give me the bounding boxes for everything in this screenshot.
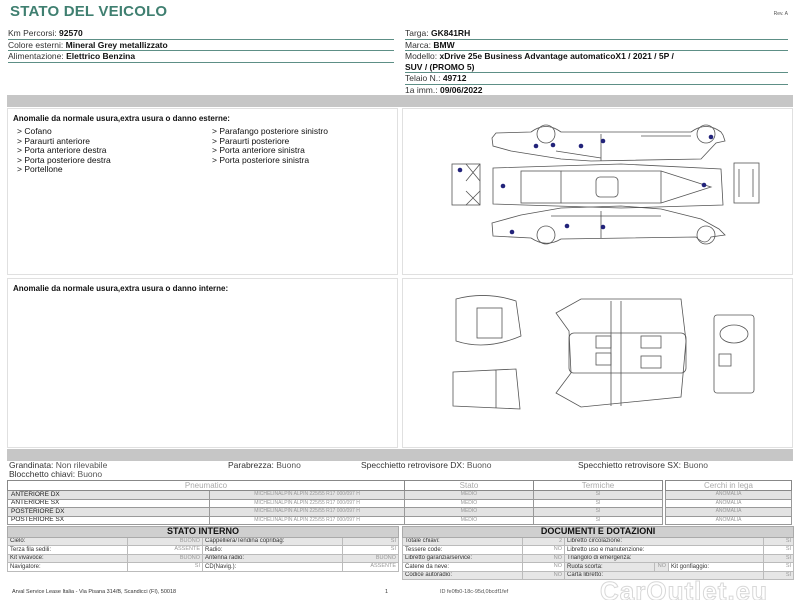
vehicle-info-right xyxy=(405,28,788,96)
vehicle-info-left xyxy=(8,28,394,63)
table-row: POSTERIORE DX MICHELINALPIN ALPIN 225/55 R17 000/097 H MEDIO SI xyxy=(8,508,663,517)
table-row: ANTERIORE SX MICHELINALPIN ALPIN 225/55 R17 000/097 H MEDIO SI xyxy=(8,499,663,508)
rim-status: ANOMALIA xyxy=(666,491,792,500)
cabin-drawing xyxy=(556,299,686,407)
car-interior-diagram xyxy=(403,279,794,449)
damage-marker xyxy=(702,183,707,188)
summary-blocchetto: Blocchetto chiavi: Buono xyxy=(9,469,103,479)
damage-item: > Porta posteriore destra xyxy=(17,154,111,165)
table-row: Catene da neve: NO Ruota scorta: NO Kit gonfiaggio: SI xyxy=(403,563,794,572)
damage-item: > Porta anteriore destra xyxy=(17,145,107,155)
exterior-title: Anomalie da normale usura,extra usura o danno esterne: xyxy=(13,114,230,123)
interior-damage-panel xyxy=(7,278,398,448)
summary-specchietto-sx: Specchietto retrovisore SX: Buono xyxy=(578,460,708,470)
tyre-table xyxy=(7,480,663,525)
damage-item: > Parafango posteriore sinistro xyxy=(212,126,328,136)
header-cerchi: Cerchi in lega xyxy=(666,481,792,491)
damage-marker xyxy=(551,143,556,148)
info-colore: Colore esterni: Mineral Grey metallizzato xyxy=(8,40,394,52)
rims-table xyxy=(665,480,792,525)
table-row: Libretto garanzia/service: NO Triangolo di emergenza: SI xyxy=(403,554,794,563)
stato-interno-title: STATO INTERNO xyxy=(8,527,399,538)
table-row: Terza fila sedili: ASSENTE Radio: SI xyxy=(8,546,399,555)
damage-item: > Portellone xyxy=(17,164,63,174)
info-targa: Targa: GK841RH xyxy=(405,28,788,40)
damage-marker xyxy=(601,225,606,230)
damage-marker xyxy=(709,135,714,140)
exterior-damage-list xyxy=(17,127,397,175)
damage-marker xyxy=(510,230,515,235)
rim-status: ANOMALIA xyxy=(666,499,792,508)
rim-status: ANOMALIA xyxy=(666,516,792,525)
car-side-right-drawing xyxy=(492,206,725,244)
car-exterior-diagram xyxy=(403,109,794,276)
damage-marker xyxy=(534,144,539,149)
header-pneumatico: Pneumatico xyxy=(8,481,405,491)
info-alimentazione: Alimentazione: Elettrico Benzina xyxy=(8,51,394,63)
info-immatricolazione: 1a imm.: 09/06/2022 xyxy=(405,85,788,97)
info-telaio: Telaio N.: 49712 xyxy=(405,73,788,85)
car-rear-drawing xyxy=(734,163,759,203)
info-marca: Marca: BMW xyxy=(405,40,788,52)
damage-marker xyxy=(601,139,606,144)
rear-seats-drawing xyxy=(456,295,521,345)
damage-marker xyxy=(579,144,584,149)
interior-diagram-panel xyxy=(402,278,793,448)
table-row: Cielo: BUONO Cappelliera/Tendina copribag: SI xyxy=(8,537,399,546)
watermark-logo xyxy=(600,580,795,600)
summary-grandinata: Grandinata: Non rilevabile xyxy=(9,460,108,470)
damage-marker xyxy=(565,224,570,229)
summary-parabrezza: Parabrezza: Buono xyxy=(228,460,301,470)
dashboard-drawing xyxy=(714,315,754,393)
damage-item: > Cofano xyxy=(17,126,52,136)
table-row: Totale chiavi: 2 Libretto circolazione: SI xyxy=(403,537,794,546)
damage-item: > Paraurti posteriore xyxy=(212,135,290,146)
damage-item: > Porta posteriore sinistra xyxy=(212,154,310,165)
header-termiche: Termiche xyxy=(534,481,663,491)
damage-item: > Paraurti anteriore xyxy=(17,135,90,146)
page-title: STATO DEL VEICOLO xyxy=(10,3,168,20)
exterior-damage-panel xyxy=(7,108,398,275)
damage-marker xyxy=(458,168,463,173)
header-stato: Stato xyxy=(405,481,534,491)
table-row: Navigatore: SI CD(Navig.): ASSENTE xyxy=(8,563,399,572)
footer-address: Arval Service Lease Italia - Via Pisana 314/B, Scandicci (FI), 50018 xyxy=(12,589,177,595)
trunk-drawing xyxy=(453,369,520,409)
footer-id: ID fe0fb0-18c-95d,0bcdf1fef xyxy=(440,589,509,595)
section-divider xyxy=(7,95,793,107)
rim-status: ANOMALIA xyxy=(666,508,792,517)
info-km: Km Percorsi: 92570 xyxy=(8,28,394,40)
stato-interno-table xyxy=(7,526,399,572)
exterior-diagram-panel xyxy=(402,108,793,275)
table-row: Tessere code: NO Libretto uso e manutenzione: SI xyxy=(403,546,794,555)
interior-title: Anomalie da normale usura,extra usura o danno interne: xyxy=(13,284,229,293)
info-modello: Modello: xDrive 25e Business Advantage automaticoX1 / 2021 / 5P / SUV / (PROMO 5) xyxy=(405,51,788,73)
table-row: Kit vivavoce: BUONO Antenna radio: BUONO xyxy=(8,554,399,563)
table-row: Codice autoradio: NO Carta libretto: SI xyxy=(403,571,794,580)
documenti-table xyxy=(402,526,794,580)
summary-specchietto-dx: Specchietto retrovisore DX: Buono xyxy=(361,460,492,470)
svg-text:CarOutlet.eu: CarOutlet.eu xyxy=(600,580,769,600)
table-row: ANTERIORE DX MICHELINALPIN ALPIN 225/55 R17 000/097 H MEDIO SI xyxy=(8,491,663,500)
damage-markers xyxy=(458,135,714,235)
revision-label: Rev. A xyxy=(773,11,788,17)
car-top-drawing xyxy=(493,164,723,208)
car-front-drawing xyxy=(452,164,480,205)
footer-page-number: 1 xyxy=(385,589,389,595)
table-row: POSTERIORE SX MICHELINALPIN ALPIN 225/55 R17 000/097 H MEDIO SI xyxy=(8,516,663,525)
damage-marker xyxy=(501,184,506,189)
damage-item: > Porta anteriore sinistra xyxy=(212,145,305,155)
car-side-left-drawing xyxy=(492,125,725,161)
documenti-title: DOCUMENTI E DOTAZIONI xyxy=(403,527,794,538)
